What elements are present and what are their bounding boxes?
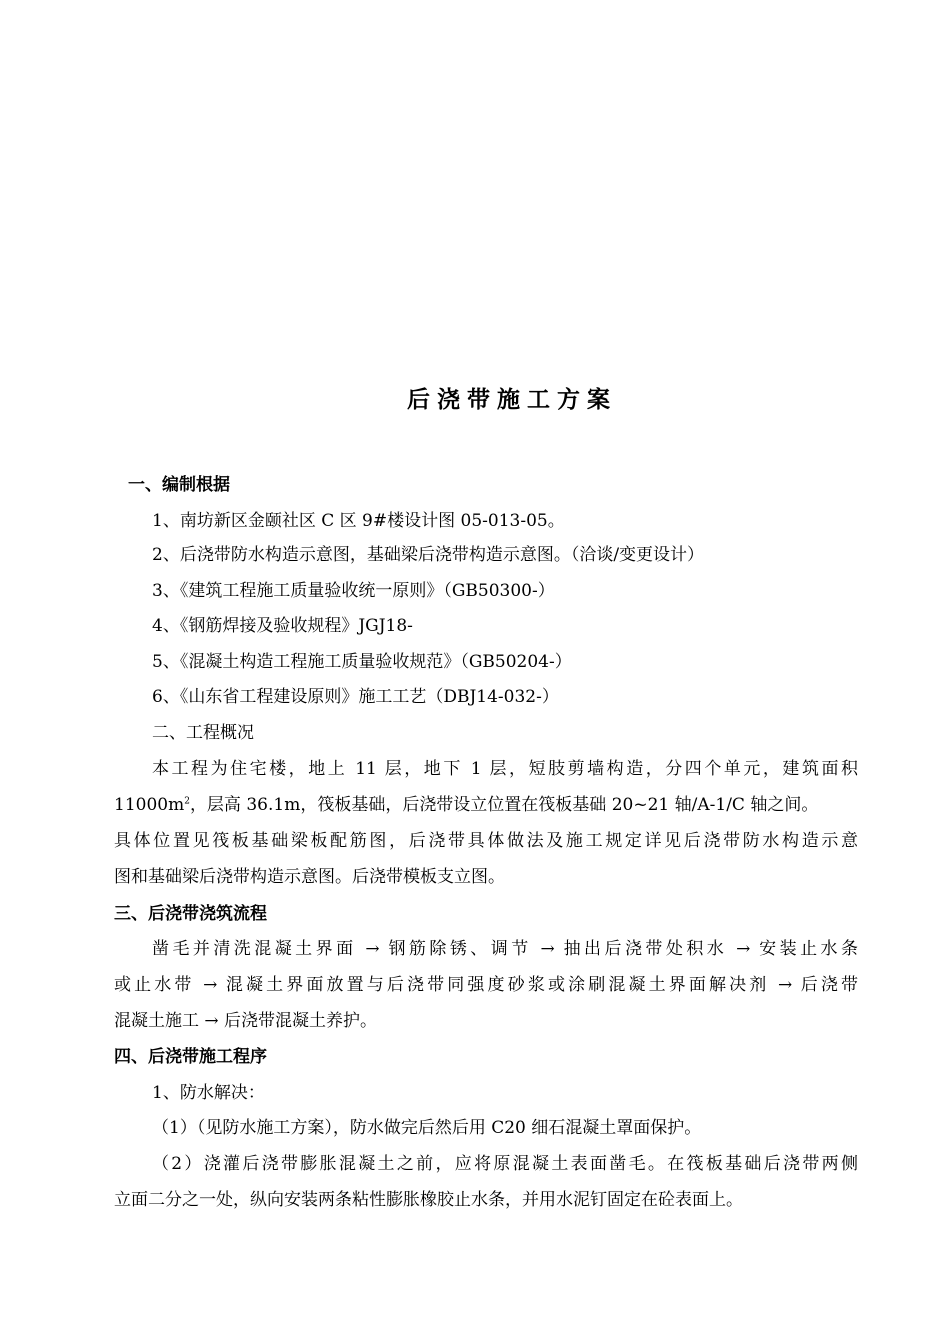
section-heading-overview: 二、工程概况 xyxy=(152,723,254,743)
section-heading-basis: 一、编制根据 xyxy=(128,475,230,495)
overview-line-3: 具体位置见筏板基础梁板配筋图，后浇带具体做法及施工规定详见后浇带防水构造示意 xyxy=(114,831,858,851)
procedure-line-3: 立面二分之一处，纵向安装两条粘性膨胀橡胶止水条，并用水泥钉固定在砼表面上。 xyxy=(114,1190,743,1210)
process-line-2: 或止水带 → 混凝土界面放置与后浇带同强度砂浆或涂刷混凝土界面解决剂 → 后浇带 xyxy=(114,975,858,995)
basis-item-6: 6、《山东省工程建设原则》施工工艺（DBJ14-032-） xyxy=(152,687,559,707)
section-heading-procedure: 四、后浇带施工程序 xyxy=(114,1047,267,1067)
basis-item-3: 3、《建筑工程施工质量验收统一原则》（GB50300-） xyxy=(152,581,555,601)
procedure-line-2: （2）浇灌后浇带膨胀混凝土之前，应将原混凝土表面凿毛。在筏板基础后浇带两侧 xyxy=(152,1154,858,1174)
basis-item-4: 4、《钢筋焊接及验收规程》JGJ18- xyxy=(152,616,413,636)
basis-item-1: 1、南坊新区金颐社区 C 区 9#楼设计图 05-013-05。 xyxy=(152,511,565,531)
overview-line-2-rest: ，层高 36.1m，筏板基础，后浇带设立位置在筏板基础 20~21 轴/A-1/C 轴之间。 xyxy=(189,795,819,815)
basis-item-5: 5、《混凝土构造工程施工质量验收规范》（GB50204-） xyxy=(152,652,572,672)
overview-area-value: 11000m xyxy=(114,795,185,815)
section-heading-process: 三、后浇带浇筑流程 xyxy=(114,904,267,924)
process-line-3: 混凝土施工 → 后浇带混凝土养护。 xyxy=(114,1011,378,1031)
procedure-subheading-waterproof: 1、防水解决： xyxy=(152,1083,265,1103)
process-line-1: 凿毛并清洗混凝土界面 → 钢筋除锈、调节 → 抽出后浇带处积水 → 安装止水条 xyxy=(152,939,858,959)
basis-item-2: 2、后浇带防水构造示意图，基础梁后浇带构造示意图。（洽谈/变更设计） xyxy=(152,545,705,565)
overview-line-2 xyxy=(114,793,818,817)
document-title: 后浇带施工方案 xyxy=(407,387,617,413)
procedure-line-1: （1）（见防水施工方案），防水做完后然后用 C20 细石混凝土罩面保护。 xyxy=(152,1118,702,1138)
overview-area-superscript: 2 xyxy=(184,796,190,807)
overview-line-1: 本工程为住宅楼，地上 11 层，地下 1 层，短肢剪墙构造，分四个单元，建筑面积 xyxy=(152,759,858,779)
overview-line-4: 图和基础梁后浇带构造示意图。后浇带模板支立图。 xyxy=(114,867,505,887)
